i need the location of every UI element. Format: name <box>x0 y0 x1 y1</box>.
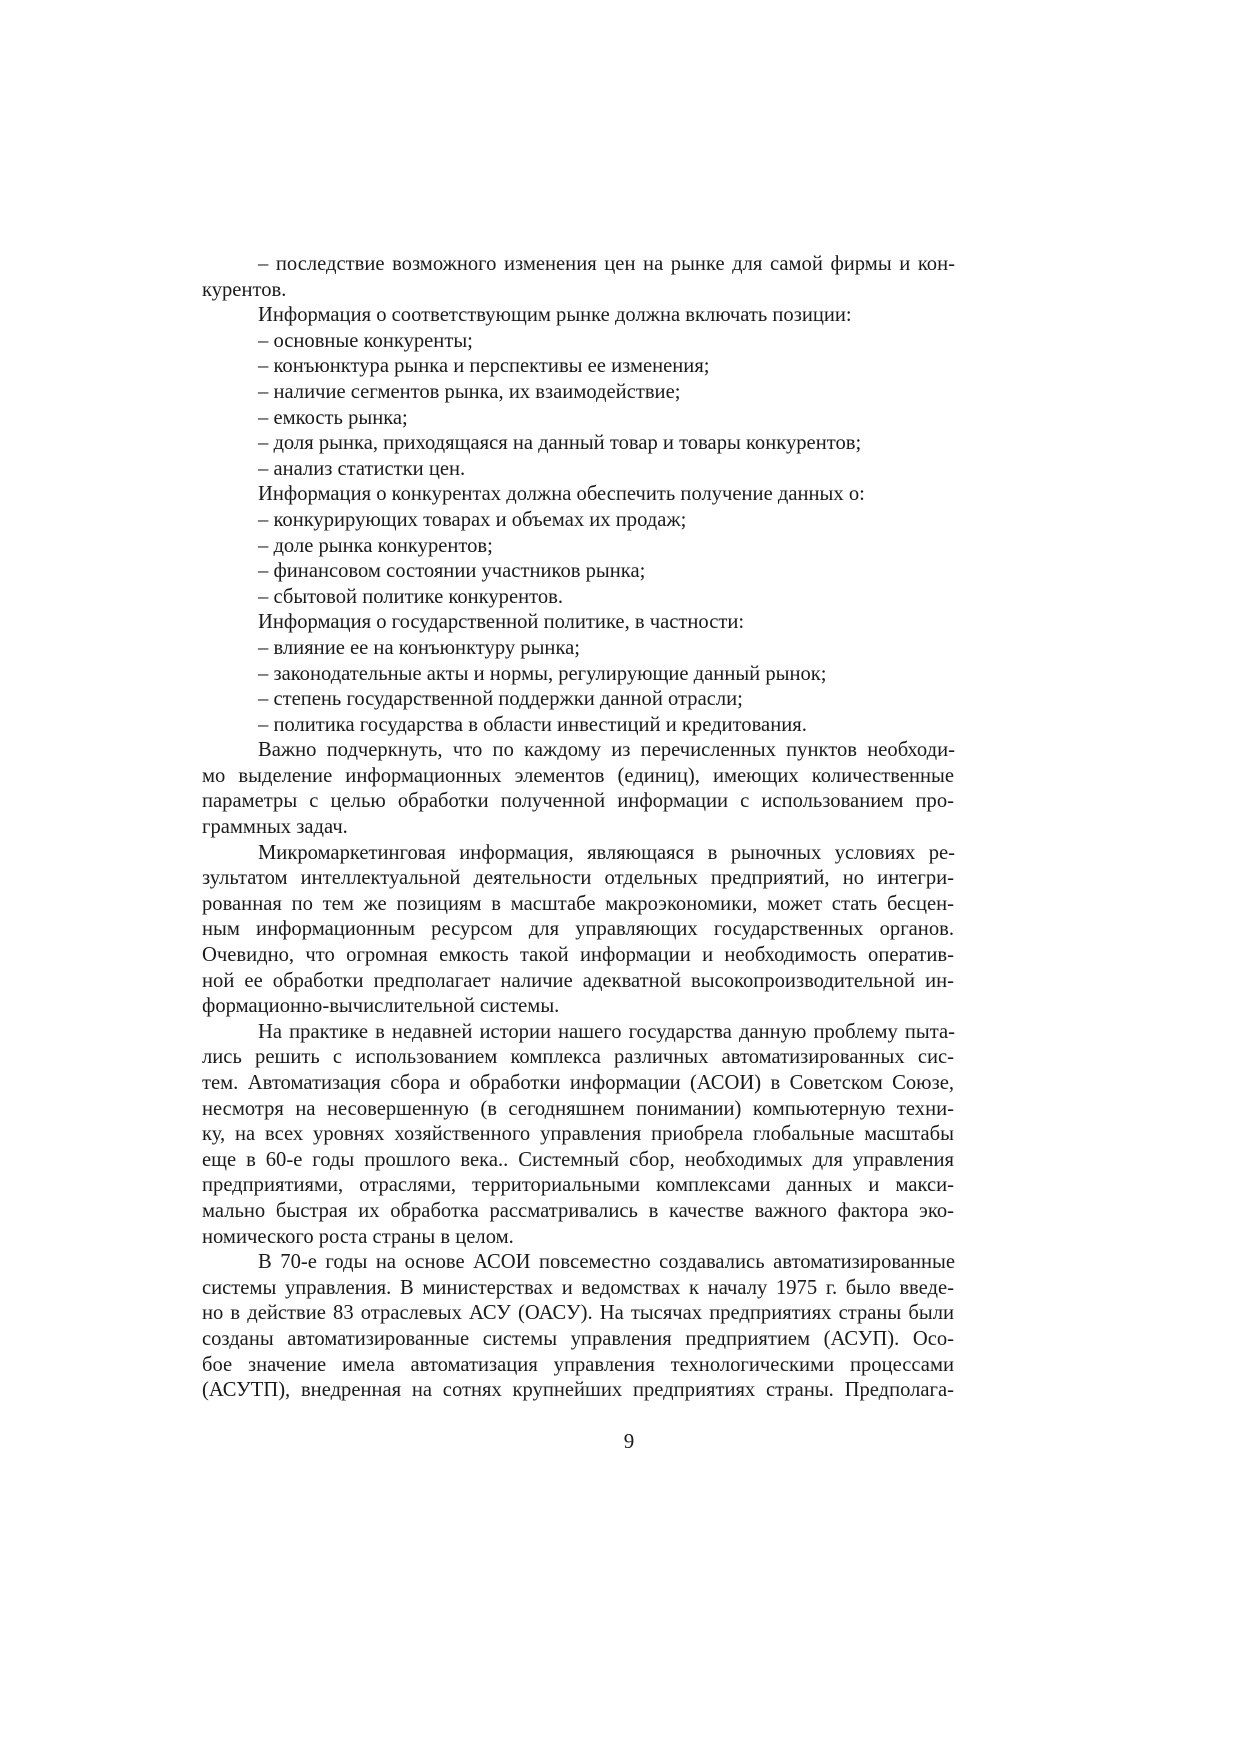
text-line: Очевидно, что огромная емкость такой информации и необходимость оператив- <box>202 944 954 967</box>
text-line: – сбытовой политике конкурентов. <box>258 585 564 608</box>
text-line: зультатом интеллектуальной деятельности отдельных предприятий, но интегри- <box>202 867 954 890</box>
text-line: рованная по тем же позициям в масштабе макроэкономики, может стать бесцен- <box>202 892 954 915</box>
text-line: Микромаркетинговая информация, являющаяся в рыночных условиях ре- <box>258 841 955 864</box>
text-line: Важно подчеркнуть, что по каждому из перечисленных пунктов необходи- <box>258 739 955 762</box>
text-line: бое значение имела автоматизация управления технологическими процессами <box>202 1353 954 1376</box>
text-line: мально быстрая их обработка рассматривались в качестве важного фактора эко- <box>202 1199 954 1222</box>
text-line: На практике в недавней истории нашего государства данную проблему пыта- <box>258 1020 955 1043</box>
text-line: граммных задач. <box>202 816 348 839</box>
text-line: параметры с целью обработки полученной информации с использованием про- <box>202 790 954 813</box>
text-line: несмотря на несовершенную (в сегодняшнем понимании) компьютерную техни- <box>202 1097 954 1120</box>
text-line: – конъюнктура рынка и перспективы ее изменения; <box>258 355 710 378</box>
text-line: – законодательные акты и нормы, регулирующие данный рынок; <box>258 662 827 685</box>
text-line: но в действие 83 отраслевых АСУ (ОАСУ). На тысячах предприятиях страны были <box>202 1302 954 1325</box>
text-line: – влияние ее на конъюнктуру рынка; <box>258 636 581 659</box>
text-line: – емкость рынка; <box>258 406 408 429</box>
text-line: Информация о конкурентах должна обеспечить получение данных о: <box>258 483 865 506</box>
text-line: ным информационным ресурсом для управляющих государственных органов. <box>202 918 954 941</box>
text-line: – анализ статистки цен. <box>258 457 466 480</box>
text-line: курентов. <box>202 278 287 301</box>
text-line: (АСУТП), внедренная на сотнях крупнейших предприятиях страны. Предполага- <box>202 1379 954 1402</box>
page-number: 9 <box>623 1429 635 1453</box>
text-line: – наличие сегментов рынка, их взаимодействие; <box>258 380 681 403</box>
text-line: Информация о государственной политике, в частности: <box>258 611 745 634</box>
text-line: лись решить с использованием комплекса различных автоматизированных сис- <box>202 1046 954 1069</box>
text-line: В 70-е годы на основе АСОИ повсеместно создавались автоматизированные <box>258 1251 955 1274</box>
text-line: формационно-вычислительной системы. <box>202 995 560 1018</box>
text-line: системы управления. В министерствах и ведомствах к началу 1975 г. было введе- <box>202 1276 954 1299</box>
text-line: еще в 60-е годы прошлого века.. Системный сбор, необходимых для управления <box>202 1148 954 1171</box>
text-line: предприятиями, отраслями, территориальными комплексами данных и макси- <box>202 1174 954 1197</box>
text-line: – финансовом состоянии участников рынка; <box>258 560 646 583</box>
text-line: тем. Автоматизация сбора и обработки информации (АСОИ) в Советском Союзе, <box>202 1072 954 1094</box>
text-line: – доле рынка конкурентов; <box>258 534 493 557</box>
text-line: – доля рынка, приходящаяся на данный товар и товары конкурентов; <box>258 432 862 455</box>
text-line: – степень государственной поддержки данной отрасли; <box>258 688 743 711</box>
text-line: номического роста страны в целом. <box>202 1225 514 1248</box>
text-line: – конкурирующих товарах и объемах их продаж; <box>258 508 687 531</box>
page-body-text <box>202 252 955 1404</box>
text-line: созданы автоматизированные системы управления предприятием (АСУП). Осо- <box>202 1327 954 1350</box>
text-line: ной ее обработки предполагает наличие адекватной высокопроизводительной ин- <box>202 969 954 992</box>
text-line: Информация о соответствующим рынке должна включать позиции: <box>258 304 852 327</box>
text-line: ку, на всех уровнях хозяйственного управления приобрела глобальные масштабы <box>202 1123 954 1146</box>
text-line: – последствие возможного изменения цен на рынке для самой фирмы и кон- <box>258 253 955 275</box>
text-line: – политика государства в области инвестиций и кредитования. <box>258 713 807 736</box>
text-line: мо выделение информационных элементов (единиц), имеющих количественные <box>202 764 954 787</box>
text-line: – основные конкуренты; <box>258 329 473 352</box>
